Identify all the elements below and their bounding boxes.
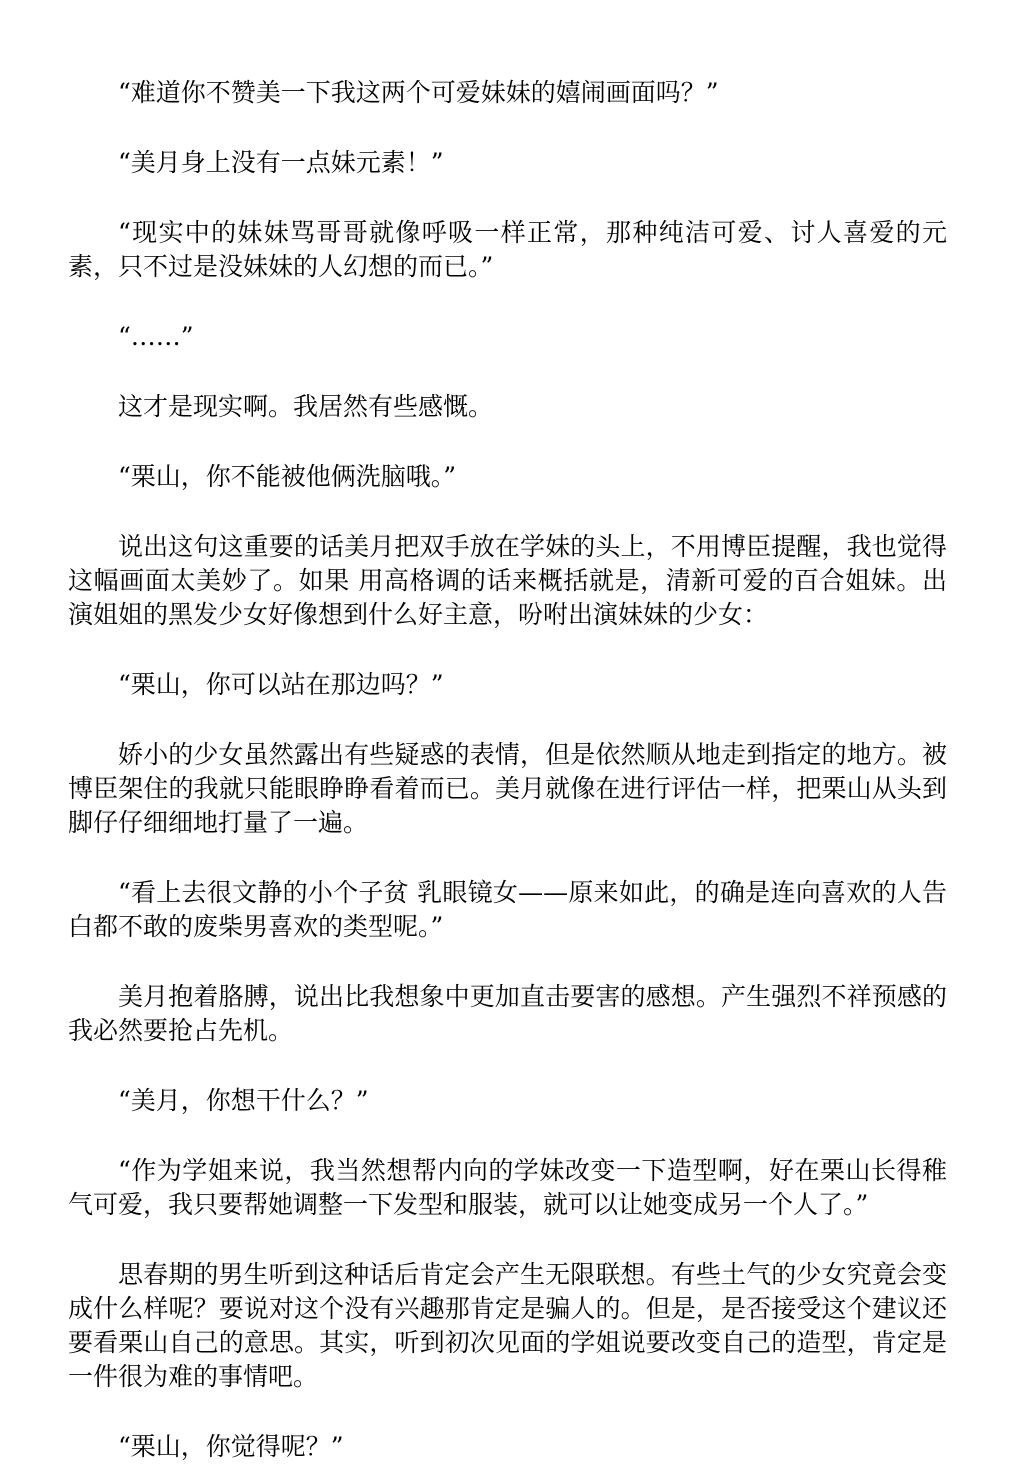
paragraph: 思春期的男生听到这种话后肯定会产生无限联想。有些土气的少女究竟会变成什么样呢？要说对这个没有兴趣那肯定是骗人的。但是，是否接受这个建议还要看栗山自己的意思。其实，听到初次见面的学姐说要改变自己的造型，肯定是一件很为难的事情吧。 [68,1260,947,1391]
paragraph: “看上去很文静的小个子贫 乳眼镜女——原来如此，的确是连向喜欢的人告白都不敢的废柴男喜欢的类型呢。” [68,878,947,941]
paragraph: “栗山，你可以站在那边吗？” [118,670,444,699]
paragraph: “栗山，你觉得呢？” [118,1432,344,1461]
paragraph: “美月，你想干什么？” [118,1086,369,1115]
paragraph: “栗山，你不能被他俩洗脑哦。” [118,462,457,491]
paragraph: “美月身上没有一点妹元素！” [118,148,444,177]
paragraph: 这才是现实啊。我居然有些感慨。 [118,392,494,421]
paragraph: 娇小的少女虽然露出有些疑惑的表情，但是依然顺从地走到指定的地方。被博臣架住的我就只能眼睁睁看着而已。美月就像在进行评估一样，把栗山从头到脚仔仔细细地打量了一遍。 [68,740,947,837]
paragraph: 美月抱着胳膊，说出比我想象中更加直击要害的感想。产生强烈不祥预感的我必然要抢占先机。 [68,982,947,1045]
paragraph: “……” [118,322,194,351]
paragraph: “作为学姐来说，我当然想帮内向的学妹改变一下造型啊，好在栗山长得稚气可爱，我只要帮她调整一下发型和服装，就可以让她变成另一个人了。” [68,1156,947,1219]
paragraph: “现实中的妹妹骂哥哥就像呼吸一样正常，那种纯洁可爱、讨人喜爱的元素，只不过是没妹妹的人幻想的而已。” [68,218,947,281]
paragraph: 说出这句这重要的话美月把双手放在学妹的头上，不用博臣提醒，我也觉得这幅画面太美妙了。如果 用高格调的话来概括就是，清新可爱的百合姐妹。出演姐姐的黑发少女好像想到什么好主意，吩咐出演妹妹的少女： [68,532,947,629]
paragraph: “难道你不赞美一下我这两个可爱妹妹的嬉闹画面吗？” [118,78,719,107]
